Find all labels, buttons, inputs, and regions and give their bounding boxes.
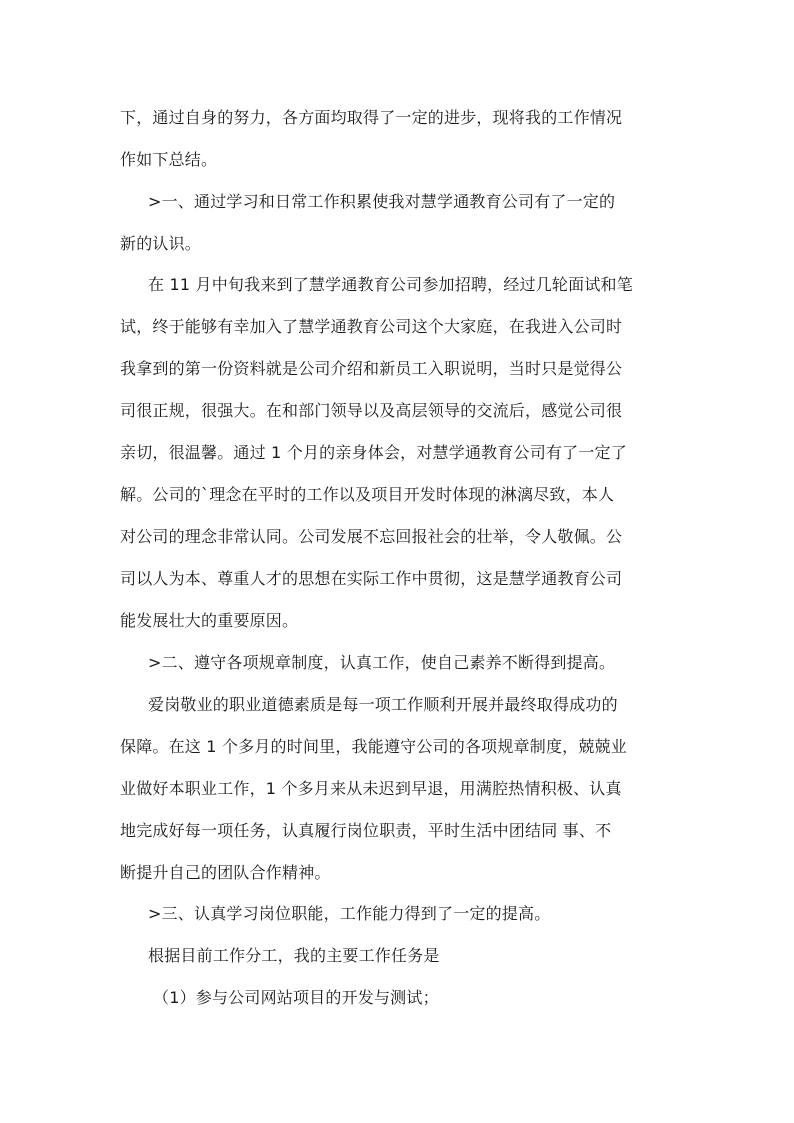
paragraph-line: 根据目前工作分工，我的主要工作任务是 — [148, 946, 440, 965]
paragraph-line: 作如下总结。 — [120, 150, 218, 169]
paragraph-line: 爱岗敬业的职业道德素质是每一项工作顺利开展并最终取得成功的 — [148, 695, 618, 714]
paragraph-line: 司以人为本、尊重人才的思想在实际工作中贯彻，这是慧学通教育公司 — [120, 569, 623, 588]
section-heading-3: >三、认真学习岗位职能，工作能力得到了一定的提高。 — [148, 904, 551, 923]
list-item: （1）参与公司网站项目的开发与测试； — [153, 988, 439, 1007]
paragraph-line: 对公司的理念非常认同。公司发展不忘回报社会的壮举，令人敬佩。公 — [120, 527, 623, 546]
paragraph-line: 地完成好每一项任务，认真履行岗位职责，平时生活中团结同 事、不 — [120, 821, 612, 840]
paragraph-line: 业做好本职业工作，1 个多月来从未迟到早退，用满腔热情积极、认真 — [120, 779, 622, 798]
paragraph-line: 司很正规，很强大。在和部门领导以及高层领导的交流后，感觉公司很 — [120, 401, 623, 420]
section-heading-2: >二、遵守各项规章制度，认真工作，使自己素养不断得到提高。 — [148, 653, 616, 672]
paragraph-line: 能发展壮大的重要原因。 — [120, 611, 299, 630]
paragraph-line: 解。公司的`理念在平时的工作以及项目开发时体现的淋漓尽致，本人 — [120, 485, 615, 504]
section-heading-1-cont: 新的认识。 — [120, 234, 202, 253]
paragraph-line: 在 11 月中旬我来到了慧学通教育公司参加招聘，经过几轮面试和笔 — [148, 275, 633, 294]
section-heading-1: >一、通过学习和日常工作积累使我对慧学通教育公司有了一定的 — [148, 192, 616, 211]
paragraph-line: 试，终于能够有幸加入了慧学通教育公司这个大家庭，在我进入公司时 — [120, 317, 623, 336]
paragraph-line: 保障。在这 1 个多月的时间里，我能遵守公司的各项规章制度，兢兢业 — [120, 737, 627, 756]
paragraph-line: 亲切，很温馨。通过 1 个月的亲身体会，对慧学通教育公司有了一定了 — [120, 443, 627, 462]
paragraph-line: 我拿到的第一份资料就是公司介绍和新员工入职说明，当时只是觉得公 — [120, 359, 623, 378]
paragraph-line: 断提升自己的团队合作精神。 — [120, 863, 331, 882]
paragraph-line: 下，通过自身的努力，各方面均取得了一定的进步，现将我的工作情况 — [120, 108, 623, 127]
